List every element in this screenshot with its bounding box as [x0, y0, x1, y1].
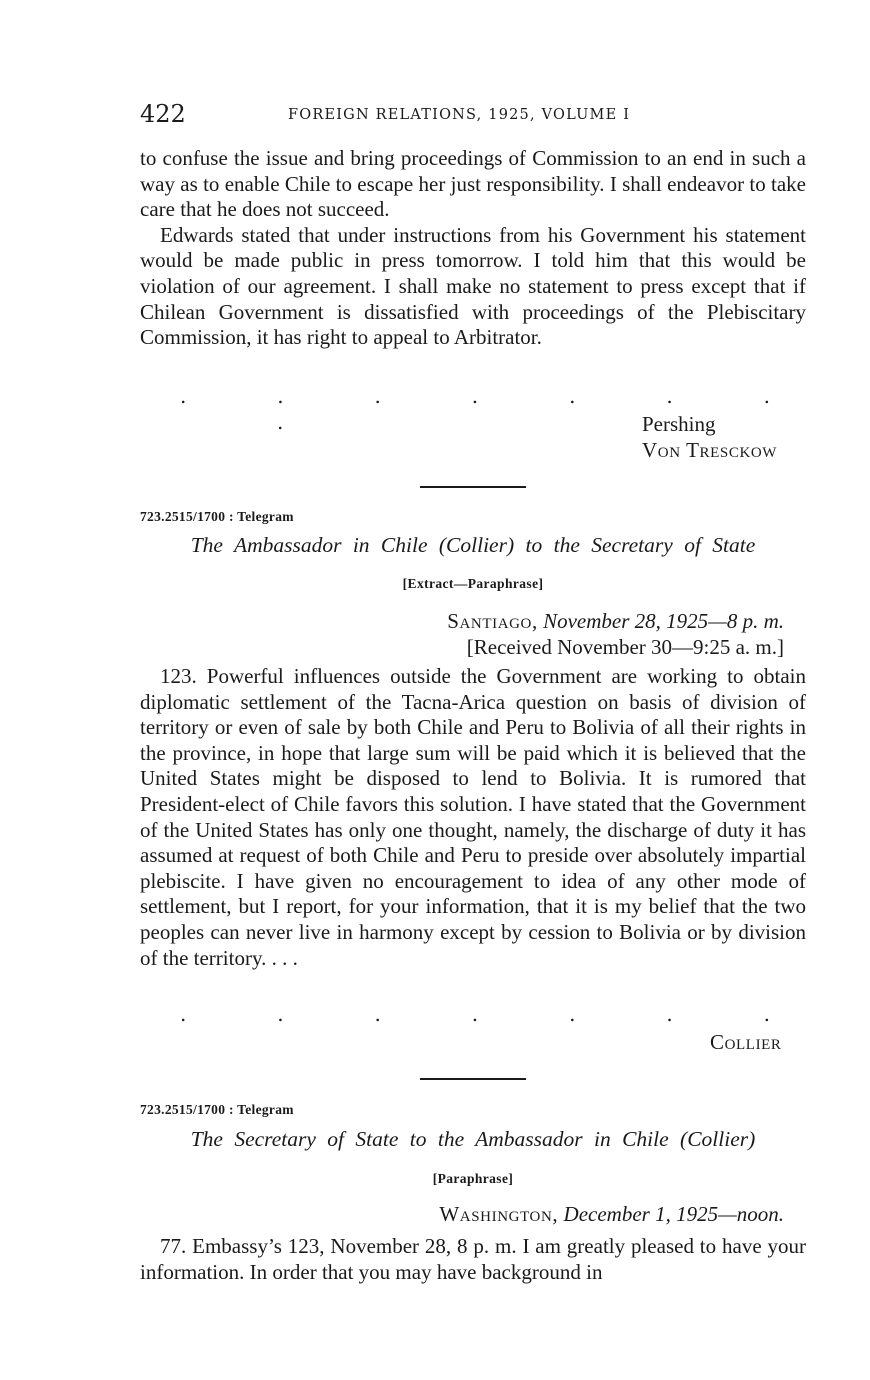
ellipsis-dot: .	[569, 384, 576, 408]
ellipsis-dot: .	[277, 384, 284, 408]
document-body	[140, 1234, 806, 1285]
ellipsis-dot: .	[666, 384, 673, 408]
signature-pershing: Pershing	[642, 412, 716, 436]
page-number: 422	[140, 100, 186, 128]
ellipsis-dot: .	[374, 1002, 381, 1026]
ellipsis-dot: .	[471, 384, 479, 408]
dateline	[447, 609, 784, 635]
document-note: [Paraphrase]	[432, 1171, 514, 1186]
section-divider	[420, 1078, 526, 1080]
continuation-text	[140, 146, 806, 351]
document-body	[140, 664, 806, 971]
ellipsis-dot: .	[763, 1002, 770, 1026]
ellipsis-dot: .	[471, 1002, 479, 1026]
ellipsis-dot: .	[277, 1002, 284, 1026]
file-number: 723.2515/1700 : Telegram	[140, 1102, 294, 1117]
ellipsis-row	[180, 1004, 770, 1024]
document-note: [Extract—Paraphrase]	[402, 576, 544, 591]
running-head-title: FOREIGN RELATIONS, 1925, VOLUME I	[288, 107, 631, 123]
signature-collier: Collier	[710, 1030, 782, 1054]
dateline-date: December 1, 1925—noon.	[563, 1202, 784, 1226]
ellipsis-dot: .	[180, 1002, 187, 1026]
signature-von-tresckow: Von Tresckow	[642, 438, 778, 462]
received-line: [Received November 30—9:25 a. m.]	[466, 635, 784, 659]
paragraph: Edwards stated that under instructions from his Government his statement would be made public in press tomorrow. I told him that this would be violation of our agreement. I shall make no statement to press except that if Chilean Government is dissatisfied with proceedings of the Plebiscitary Commission, it has right to appeal to Arbitrator.	[140, 222, 806, 350]
stray-dot: .	[277, 410, 284, 434]
ellipsis-row	[180, 386, 770, 406]
ellipsis-dot: .	[569, 1002, 576, 1026]
paragraph: 77. Embassy’s 123, November 28, 8 p. m. I am greatly pleased to have your information. In order that you may have background in	[140, 1234, 806, 1284]
dateline-place: Santiago,	[447, 609, 538, 633]
dateline	[439, 1202, 784, 1228]
ellipsis-dot: .	[374, 384, 381, 408]
paragraph: 123. Powerful influences outside the Government are working to obtain diplomatic settlement of the Tacna-Arica question on basis of division of territory or even of sale by both Chile and Peru to Bolivia of all their rights in the province, in hope that large sum will be paid which it is believed that the United States might be disposed to lend to Bolivia. It is rumored that President-elect of Chile favors this solution. I have stated that the Government of the United States has only one thought, namely, the discharge of duty it has assumed at request of both Chile and Peru to preside over absolutely impartial plebiscite. I have given no encouragement to idea of any other mode of settlement, but I report, for your information, that it is my belief that the two peoples can never live in harmony except by cession to Bolivia or by division of the territory. . . .	[140, 664, 806, 970]
section-divider	[420, 486, 526, 488]
ellipsis-dot: .	[180, 384, 187, 408]
ellipsis-dot: .	[666, 1002, 673, 1026]
file-number: 723.2515/1700 : Telegram	[140, 509, 294, 524]
document-title: The Secretary of State to the Ambassador in Chile (Collier)	[190, 1127, 756, 1151]
ellipsis-dot: .	[763, 384, 770, 408]
dateline-date: November 28, 1925—8 p. m.	[543, 609, 784, 633]
paragraph: to confuse the issue and bring proceedings of Commission to an end in such a way as to enable Chile to escape her just responsibility. I shall endeavor to take care that he does not succeed.	[140, 146, 806, 222]
dateline-place: Washington,	[439, 1202, 559, 1226]
running-head	[140, 100, 806, 134]
document-title: The Ambassador in Chile (Collier) to the Secretary of State	[190, 533, 756, 557]
